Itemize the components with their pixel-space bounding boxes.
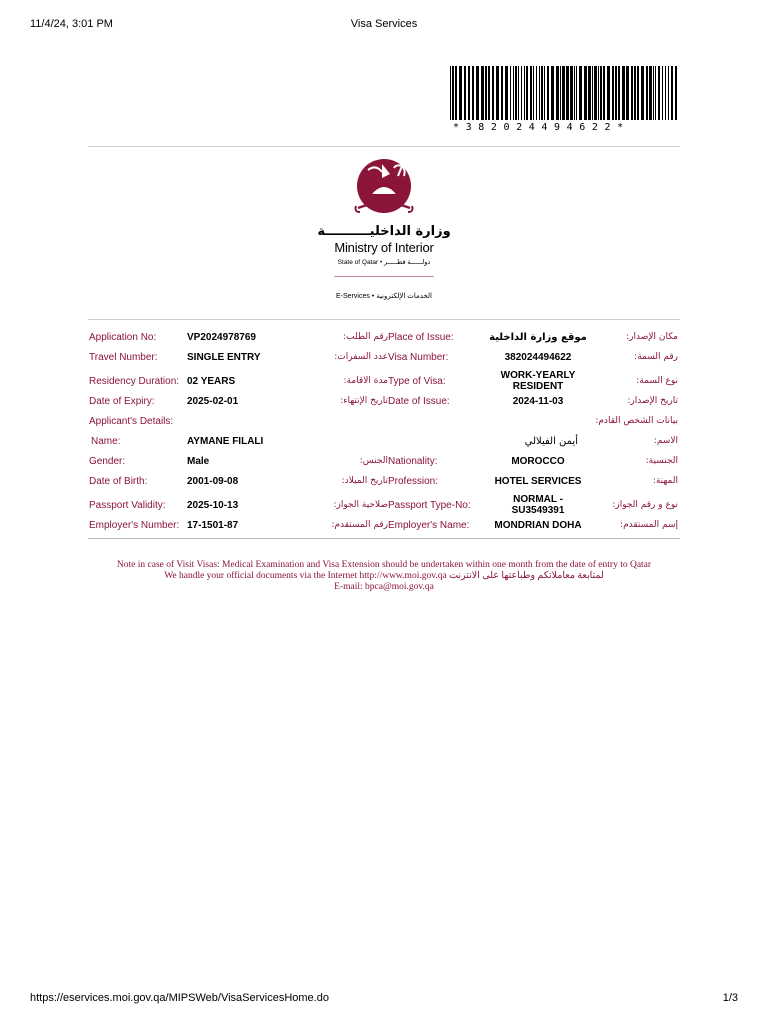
label-date-of-issue-ar: تاريخ الإصدار: <box>627 396 678 406</box>
note-line-medical: Note in case of Visit Visas: Medical Examination and Visa Extension should be undertaken within one month from the date of entry to Qatar <box>116 560 652 570</box>
detail-row <box>88 394 680 414</box>
note-line-email: E-mail: bpca@moi.gov.qa <box>334 582 434 592</box>
label-residency-duration-ar: مدة الاقامة: <box>343 376 388 386</box>
label-date-of-birth-ar: تاريخ الميلاد: <box>341 476 388 486</box>
fields-bottom-divider <box>88 538 680 539</box>
label-travel-number-ar: عدد السفرات: <box>334 352 388 362</box>
value-employer-name: MONDRIAN DOHA <box>494 520 582 531</box>
label-employer-name-ar: إسم المستقدم: <box>620 520 678 530</box>
value-gender: Male <box>187 456 210 467</box>
label-employer-number-ar: رقم المستقدم: <box>331 520 388 530</box>
label-profession-ar: المهنة: <box>652 476 678 486</box>
label-applicant-details: Applicant's Details: <box>89 416 174 427</box>
page-number: 1/3 <box>722 992 738 1004</box>
detail-row <box>88 454 680 474</box>
label-travel-number: Travel Number: <box>89 352 158 363</box>
label-gender-ar: الجنس: <box>359 456 388 466</box>
label-applicant-details-ar: بيانات الشخص القادم: <box>595 416 678 426</box>
value-travel-number: SINGLE ENTRY <box>187 352 261 363</box>
barcode <box>450 66 680 133</box>
value-date-of-expiry: 2025-02-01 <box>187 396 239 407</box>
label-date-of-expiry: Date of Expiry: <box>89 396 155 407</box>
detail-row <box>88 370 680 394</box>
label-gender: Gender: <box>89 456 126 467</box>
value-employer-number: 17-1501-87 <box>187 520 239 531</box>
value-date-of-issue: 2024-11-03 <box>512 396 564 407</box>
label-employer-name: Employer's Name: <box>388 520 470 531</box>
label-profession: Profession: <box>388 476 439 487</box>
top-divider <box>88 146 680 147</box>
detail-row <box>88 518 680 538</box>
value-profession: HOTEL SERVICES <box>494 476 582 487</box>
visa-note <box>88 560 680 593</box>
note-line-website: We handle your official documents via the Internet http://www.moi.gov.qa لمتابعة معاملاتكم وطباعتها على الانترنت <box>164 571 604 581</box>
logo-divider <box>334 276 434 277</box>
value-date-of-birth: 2001-09-08 <box>187 476 239 487</box>
fields-top-divider <box>88 319 680 320</box>
label-nationality-ar: الجنسية: <box>645 456 678 466</box>
value-residency-duration: 02 YEARS <box>187 376 236 387</box>
label-passport-validity-ar: صلاحية الجواز: <box>333 500 388 510</box>
ministry-arabic-title: وزارة الداخليــــــــــة <box>317 224 451 239</box>
ministry-logo <box>300 154 468 300</box>
label-residency-duration: Residency Duration: <box>89 376 180 387</box>
value-place-of-issue: موقع وزارة الداخلية <box>489 332 587 343</box>
barcode-bars-icon <box>450 66 680 120</box>
label-type-of-visa: Type of Visa: <box>388 376 446 387</box>
detail-row <box>88 330 680 350</box>
label-application-no-ar: رقم الطلب: <box>343 332 388 342</box>
value-nationality: MOROCCO <box>511 456 565 467</box>
label-date-of-birth: Date of Birth: <box>89 476 148 487</box>
barcode-text: *382024494622* <box>453 122 630 133</box>
label-visa-number-ar: رقم السمة: <box>634 352 678 362</box>
label-passport-type-no-ar: نوع و رقم الجواز: <box>612 500 678 510</box>
value-application-no: VP2024978769 <box>187 332 256 343</box>
label-name: Name: <box>91 436 121 447</box>
visa-details <box>88 330 680 538</box>
detail-row <box>88 434 680 454</box>
detail-row <box>88 350 680 370</box>
label-visa-number: Visa Number: <box>388 352 449 363</box>
detail-row <box>88 414 680 434</box>
label-place-of-issue: Place of Issue: <box>388 332 454 343</box>
print-header <box>30 18 738 34</box>
value-name-ar: أيمن الفيلالي <box>524 436 578 447</box>
value-passport-type-no: NORMAL - SU3549391 <box>511 494 565 516</box>
label-type-of-visa-ar: نوع السمة: <box>636 376 678 386</box>
print-title: Visa Services <box>350 18 418 30</box>
detail-row <box>88 474 680 494</box>
value-type-of-visa: WORK-YEARLY RESIDENT <box>500 370 576 392</box>
eservices-label: E-Services • الخدمات الإلكترونية <box>336 293 432 300</box>
label-name-ar: الاسم: <box>653 436 678 446</box>
value-passport-validity: 2025-10-13 <box>187 500 239 511</box>
label-passport-validity: Passport Validity: <box>89 500 166 511</box>
label-passport-type-no: Passport Type-No: <box>388 500 471 511</box>
ministry-english-title: Ministry of Interior <box>334 240 434 255</box>
label-date-of-issue: Date of Issue: <box>388 396 450 407</box>
value-name: AYMANE FILALI <box>187 436 264 447</box>
label-place-of-issue-ar: مكان الإصدار: <box>626 332 678 342</box>
label-nationality: Nationality: <box>388 456 438 467</box>
detail-row <box>88 494 680 518</box>
label-application-no: Application No: <box>89 332 157 343</box>
page-url: https://eservices.moi.gov.qa/MIPSWeb/VisaServicesHome.do <box>30 992 329 1004</box>
value-visa-number: 382024494622 <box>504 352 572 363</box>
qatar-emblem-icon <box>352 154 416 220</box>
print-datetime: 11/4/24, 3:01 PM <box>30 18 113 30</box>
ministry-subtitle: State of Qatar • دولــــــة قطـــــر <box>337 259 431 266</box>
label-employer-number: Employer's Number: <box>89 520 180 531</box>
label-date-of-expiry-ar: تاريخ الإنتهاء: <box>340 396 388 406</box>
